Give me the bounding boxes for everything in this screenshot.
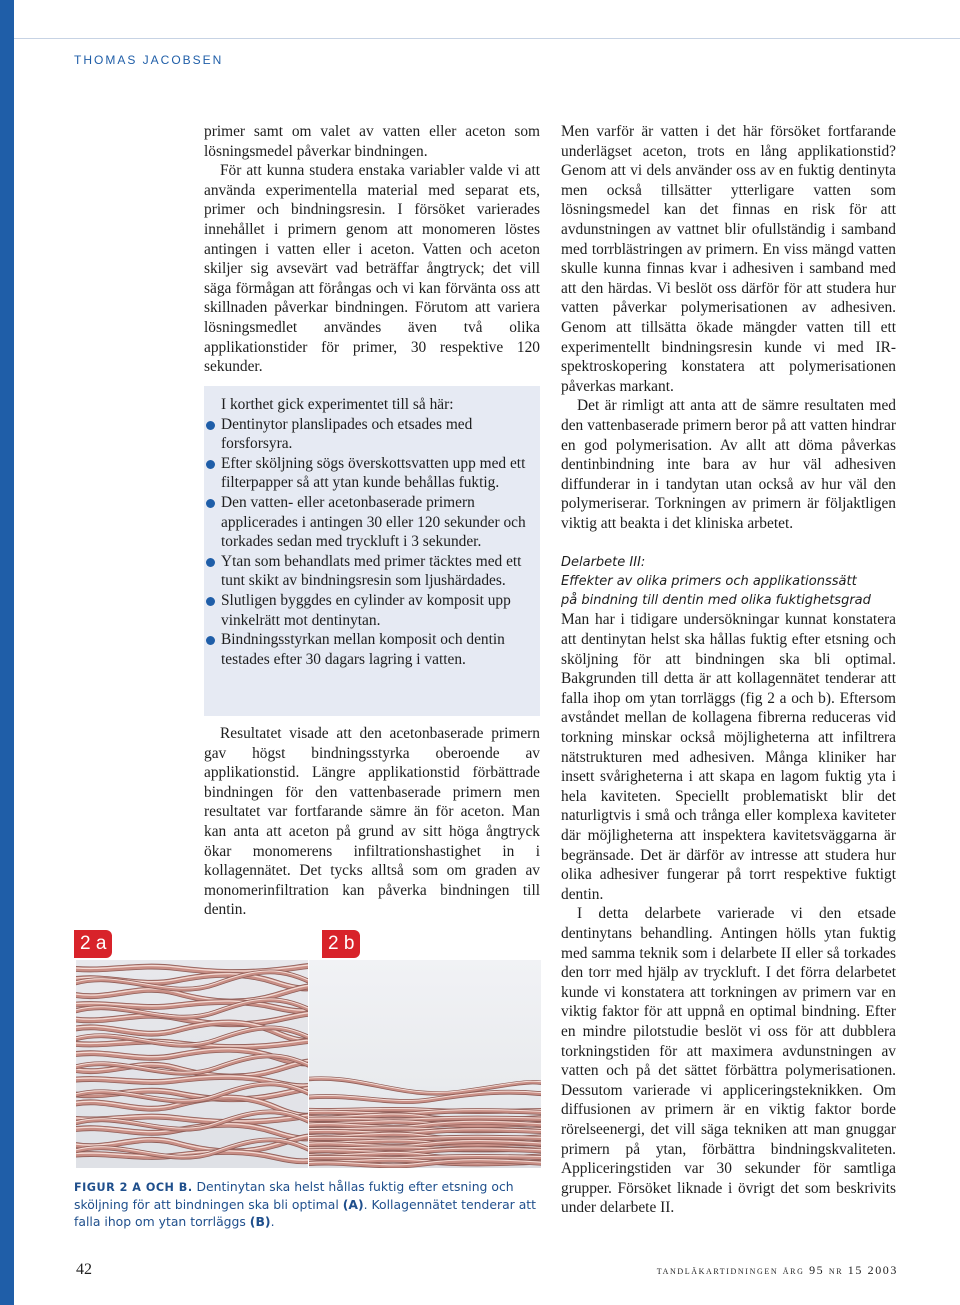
journal-footer: tandläkartidningen årg 95 nr 15 2003 — [656, 1263, 898, 1277]
subheading-line-3: på bindning till dentin med olika fuktighetsgrad — [561, 593, 871, 609]
result-section — [204, 724, 540, 920]
caption-text-2: . Kollagennätet tenderar att falla ihop om ytan torrläggs — [74, 1197, 537, 1229]
collagen-fiber — [309, 1111, 541, 1115]
header-rule — [14, 38, 960, 39]
right-paragraph-2: Det är rimligt att anta att de sämre resultaten med den vattenbaserade primern beror på att vatten hindrar en god polymerisation. Av allt att döma påverkas dentinbindning inte bara av hur väl adhesiven diffunderar in i tandytan utan också av hur väl den polymeriserar. Torkningen av primern är följaktligen viktig att beakta i det kliniska arbetet. — [561, 397, 896, 532]
right-paragraph-1: Men varför är vatten i det här försöket fortfarande underlägset aceton, trots en lång applikationstid? Genom att vi dels använder oss av en fuktig dentinyta men också tillsätter ytterligare vatten som lösningsmedel kan det finnas en risk för att avdunstningen av vattnet blir ofullständig i samband med torrblästringen av primern. En viss mängd vatten skulle kunna finnas kvar i adhesiven i samband med att den härdas. Vi beslöt oss därför för att studera hur vatten påverkar polymerisationen av adhesiven. Genom att tillsätta ökade mängder vatten till ett experimentellt bindningsresin kunde vi med IR-spektroskopering konstatera att polymerisationen påverkas markant. — [561, 123, 896, 395]
collagen-fiber — [309, 1149, 541, 1153]
right-paragraph-4: I detta delarbete varierade vi den etsade dentinytans behandling. Antingen hölls ytan fuktig med samma teknik som i delarbete II eller så torkades den torr med hjälp av tryckluft. I det förra delarbetet kunde vi konstatera att torkningen av primern var en viktig faktor för att uppnå en optimal bindning. Efter en mindre pilotstudie beslöt vi oss för att dubblera torkningstiden för att maximera avdunstningen av vatten och på det sättet förbättra polymerisationen. Dessutom varierade vi appliceringsteknikken. Om diffusionen av primern är en viktig faktor borde rörelseenergi, det vill säga tekniken att man gnuggar primern på ytan, förbättra bindningskvaliteten. Appliceringstiden var 30 sekunder för samtliga grupper. Försöket liknade i övrigt det som beskrivits under delarbete II. — [561, 905, 896, 1217]
procedure-step — [221, 552, 536, 591]
procedure-step — [221, 454, 536, 493]
procedure-step-text: Ytan som behandlats med primer täcktes med ett tunt skikt av bindningsresin som ljushärdades. — [221, 552, 522, 590]
procedure-step — [221, 493, 536, 552]
right-column — [561, 122, 896, 1218]
collagen-network-collapsed-illustration — [309, 960, 541, 1168]
figure-label-2b: 2 b — [322, 930, 360, 958]
figure-2b-dried-collagen — [309, 960, 541, 1168]
procedure-step-text: Slutligen byggdes en cylinder av komposit upp vinkelrätt mot dentinytan. — [221, 591, 511, 629]
right-paragraph-3: Man har i tidigare undersökningar kunnat konstatera att dentinytan helst ska hållas fuktig efter etsning och sköljning för att bindningen ska bli optimal. Bakgrunden till detta är att kollagennätet tenderar att falla ihop om ytan torrläggs (fig 2 a och b). Eftersom avståndet mellan de kollagena fibrerna reduceras vid torkning minskar också möjligheterna att infiltrera nätstrukturen med adhesiven. Många kliniker har insett svårigheterna i att skapa en lagom fuktig yta i hela kaviteten. Speciellt problematiskt blir det naturligtvis i små och trånga eller komplexa kaviteter där möjligheterna att inspektera kavitetsväggarna är begränsade. Det är därför av intresse att studera hur olika adhesiver fungerar på torrt respektive fuktigt dentin. — [561, 611, 896, 903]
procedure-box — [204, 386, 540, 716]
section-subheading — [561, 553, 896, 610]
procedure-step-text: Den vatten- eller acetonbaserade primern applicerades i antingen 30 eller 120 sekunder och torkades sedan med tryckluft i 3 sekunder. — [221, 493, 526, 551]
figure-2a-moist-collagen — [76, 960, 308, 1168]
procedure-step-text: Dentinytor planslipades och etsades med forsforsyra. — [221, 415, 473, 453]
procedure-step — [221, 415, 536, 454]
left-column — [204, 122, 540, 377]
left-paragraph-1: primer samt om valet av vatten eller aceton som lösningsmedel påverkar bindningen. — [204, 123, 540, 160]
bullet-icon — [206, 421, 215, 430]
page-number: 42 — [76, 1261, 92, 1278]
result-paragraph: Resultatet visade att den acetonbaserade primern gav högst bindningsstyrka oberoende av applikationstid. Längre applikationstid förbättrade bindningen för den vattenbaserade primern men resultatet var fortfarande sämre än för aceton. Man kan anta att aceton på grund av sitt höga ångtryck ökar monomerens infiltrationshastighet in i kollagennätet. Det tycks alltså som om graden av monomerinfiltration kan påverka bindningen till dentin. — [204, 725, 540, 919]
caption-ref-a: (A) — [342, 1197, 364, 1212]
bullet-icon — [206, 499, 215, 508]
caption-text-1: Dentinytan ska helst hållas fuktig efter etsning och sköljning för att bindningen ska bli optimal — [74, 1179, 514, 1212]
subheading-line-2: Effekter av olika primers och applikationssätt — [561, 574, 857, 590]
running-head: THOMAS JACOBSEN — [74, 53, 224, 67]
procedure-step-text: Efter sköljning sögs överskottsvatten upp med ett filterpapper så att ytan kunde behållas fuktig. — [221, 454, 526, 492]
collagen-fiber — [309, 1130, 541, 1134]
bullet-icon — [206, 460, 215, 469]
page-spine-bar — [0, 0, 14, 1305]
collagen-network-open-illustration — [76, 960, 308, 1168]
caption-ref-b: (B) — [249, 1214, 271, 1229]
figure-label-2a: 2 a — [74, 930, 112, 958]
figure-caption — [74, 1178, 540, 1230]
caption-label: FIGUR 2 A OCH B. — [74, 1181, 193, 1194]
bullet-icon — [206, 597, 215, 606]
subheading-line-1: Delarbete III: — [561, 555, 646, 571]
procedure-list — [221, 415, 536, 670]
bullet-icon — [206, 636, 215, 645]
procedure-step-text: Bindningsstyrkan mellan komposit och dentin testades efter 30 dagars lagring i vatten. — [221, 631, 505, 668]
procedure-step — [221, 591, 536, 630]
procedure-intro: I korthet gick experimentet till så här: — [221, 396, 454, 413]
left-paragraph-2: För att kunna studera enstaka variabler valde vi att använda experimentella material med separat ets, primer och bindningsresin. I försöket varierades innehållet i primern genom att monomeren löstes antingen i vatten eller i aceton. Vatten och aceton skiljer sig avsevärt vad beträffar ångtryck; det vill säga förmågan att förångas och vi kan förvänta oss att skillnaden påverkar bindningen. Förutom att variera lösningsmedlet användes även två olika applikationstider för primer, 30 respektive 120 sekunder. — [204, 162, 540, 376]
caption-text-3: . — [270, 1214, 275, 1229]
bullet-icon — [206, 558, 215, 567]
procedure-step — [221, 630, 536, 669]
